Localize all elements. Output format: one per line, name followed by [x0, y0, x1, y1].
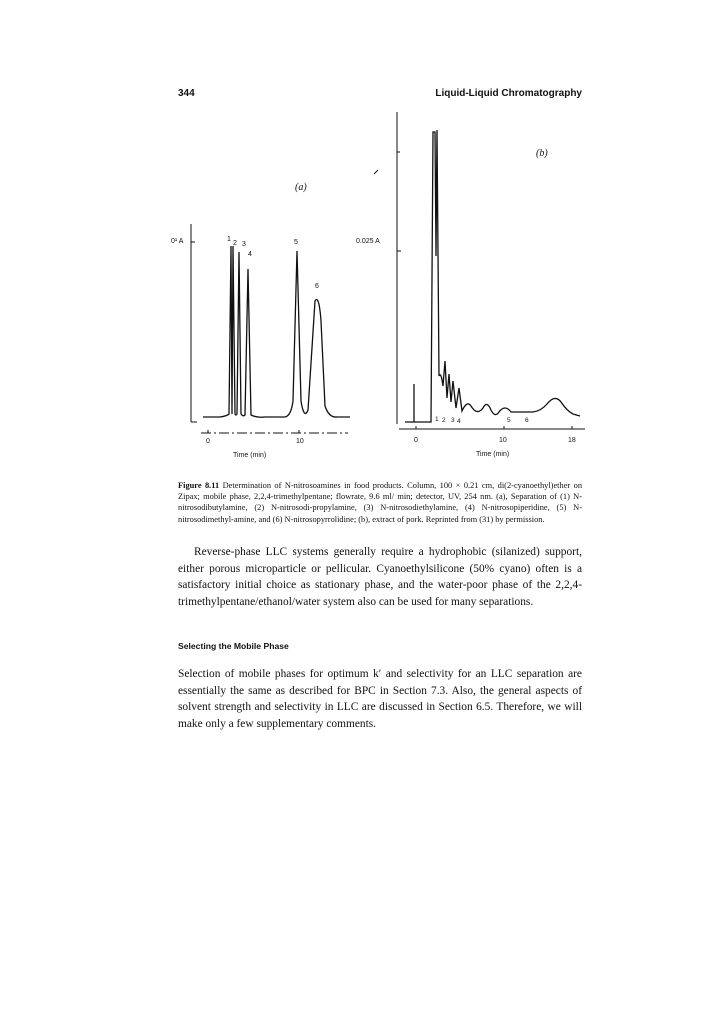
panel-b-mark [374, 170, 378, 174]
panel-a-trace [203, 246, 350, 417]
chromatogram-svg [165, 106, 595, 471]
panel-b-peak-label-3: 3 [451, 417, 455, 424]
figure-caption [178, 480, 582, 525]
body-paragraph-2: Selection of mobile phases for optimum k′ and selectivity for an LLC separation are essentially the same as described for BPC in Section 7.3. Also, the general aspects of solvent strength and selectivity in LLC are discussed in Section 6.5. Therefore, we will make only a few supplementary comments. [178, 668, 582, 730]
panel-b-tick-label-0: 0 [414, 437, 418, 444]
body-paragraph-1: Reverse-phase LLC systems generally require a hydrophobic (silanized) support, either porous microparticle or pellicular. Cyanoethylsilicone (50% cyano) often is a satisfactory initial choice as stationary phase, and the water-poor phase of the 2,2,4-trimethylpentane/ethanol/water system also can be used for many separations. [178, 546, 582, 608]
panel-a [171, 182, 350, 459]
panel-b-peak-label-2: 2 [442, 417, 446, 424]
panel-b-peak-label-6: 6 [525, 417, 529, 424]
panel-a-tick-label-10: 10 [296, 438, 304, 445]
panel-a-peak-label-5: 5 [294, 239, 298, 246]
panel-b-peak-label-4: 4 [457, 418, 461, 425]
panel-a-label: (a) [295, 182, 307, 193]
panel-b-trace [405, 130, 580, 422]
panel-b-tick-label-18: 18 [568, 437, 576, 444]
section-heading: Selecting the Mobile Phase [178, 641, 289, 651]
panel-b-tick-label-10: 10 [499, 437, 507, 444]
panel-a-peak-label-4: 4 [248, 251, 252, 258]
chromatogram-figure [165, 106, 595, 471]
running-header [178, 88, 582, 104]
figure-caption-label: Figure 8.11 [178, 481, 220, 490]
panel-a-scale-label: 0¹ A [171, 238, 184, 245]
figure-caption-text: Determination of N-nitrosoamines in food products. Column, 100 × 0.21 cm, di(2-cyanoethyl)ether on Zipax; mobile phase, 2,2,4-trimethylpentane; flowrate, 9.6 ml/ min; detector, UV, 254 nm. (a), Separation of (1) N-nitrosodibutylamine, (2) N-nitrosodi-propylamine, (3) N-nitrosodiethylamine, (4) N-nitrosopiperidine, (5) N-nitrosodimethyl-amine, and (6) N-nitrosopyrrolidine; (b), extract of pork. Reprinted from (31) by permission. [178, 481, 583, 524]
panel-a-peak-label-3: 3 [242, 241, 246, 248]
panel-a-peak-label-1: 1 [227, 236, 231, 243]
panel-b-peak-label-5: 5 [507, 417, 511, 424]
panel-b-axis-label: Time (min) [476, 451, 510, 458]
page-number: 344 [178, 88, 195, 99]
panel-b [356, 112, 585, 458]
panel-a-peak-label-6: 6 [315, 283, 319, 290]
panel-a-axis-label: Time (min) [233, 452, 267, 459]
panel-b-label: (b) [536, 148, 548, 159]
panel-a-peak-label-2: 2 [233, 240, 237, 247]
panel-a-tick-label-0: 0 [206, 438, 210, 445]
running-title: Liquid-Liquid Chromatography [435, 88, 582, 99]
panel-b-scale-label: 0.025 A [356, 238, 380, 245]
panel-b-peak-label-1: 1 [435, 416, 439, 423]
